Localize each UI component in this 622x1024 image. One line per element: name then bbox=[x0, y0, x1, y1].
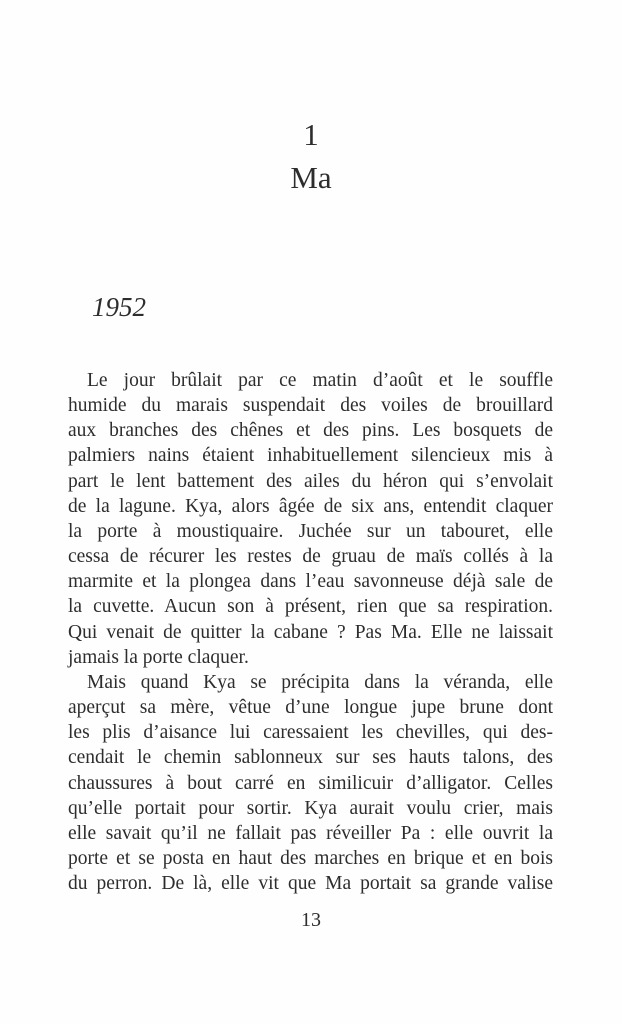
paragraph-1 bbox=[68, 368, 553, 670]
body-text bbox=[68, 368, 553, 896]
text-line: humide du marais suspendait des voiles de brouillard bbox=[68, 395, 553, 417]
text-line: Qui venait de quitter la cabane ? Pas Ma. Elle ne laissait bbox=[68, 621, 553, 643]
text-line: chaussures à bout carré en similicuir d’alligator. Celles bbox=[68, 772, 553, 794]
text-line: les plis d’aisance lui caressaient les chevilles, qui des- bbox=[68, 722, 553, 744]
text-line: palmiers nains étaient inhabituellement silencieux mis à bbox=[68, 445, 553, 467]
text-line: elle savait qu’il ne fallait pas réveiller Pa : elle ouvrit la bbox=[68, 822, 553, 844]
chapter-year: 1952 bbox=[92, 292, 146, 322]
text-line: cendait le chemin sablonneux sur ses hauts talons, des bbox=[68, 747, 553, 769]
text-line: cessa de récurer les restes de gruau de maïs collés à la bbox=[68, 546, 553, 568]
text-line: du perron. De là, elle vit que Ma portait sa grande valise bbox=[68, 873, 553, 895]
page-number: 13 bbox=[301, 909, 321, 931]
text-line: Le jour brûlait par ce matin d’août et le souffle bbox=[87, 370, 553, 391]
text-line: aperçut sa mère, vêtue d’une longue jupe brune dont bbox=[68, 697, 553, 719]
chapter-number: 1 bbox=[303, 117, 319, 152]
chapter-title: Ma bbox=[290, 160, 332, 195]
text-line: la porte à moustiquaire. Juchée sur un tabouret, elle bbox=[68, 520, 553, 542]
paragraph-2 bbox=[68, 670, 553, 896]
text-line: de la lagune. Kya, alors âgée de six ans, entendit claquer bbox=[68, 495, 553, 517]
text-line: jamais la porte claquer. bbox=[68, 646, 249, 668]
text-line: qu’elle portait pour sortir. Kya aurait voulu crier, mais bbox=[68, 797, 553, 819]
text-line: marmite et la plongea dans l’eau savonneuse déjà sale de bbox=[68, 571, 553, 593]
text-line: aux branches des chênes et des pins. Les bosquets de bbox=[68, 420, 553, 442]
text-line: la cuvette. Aucun son à présent, rien que sa respiration. bbox=[68, 596, 553, 618]
text-line: Mais quand Kya se précipita dans la véranda, elle bbox=[87, 671, 553, 693]
text-line: part le lent battement des ailes du héron qui s’envolait bbox=[68, 470, 553, 492]
text-line: porte et se posta en haut des marches en brique et en bois bbox=[68, 847, 553, 869]
